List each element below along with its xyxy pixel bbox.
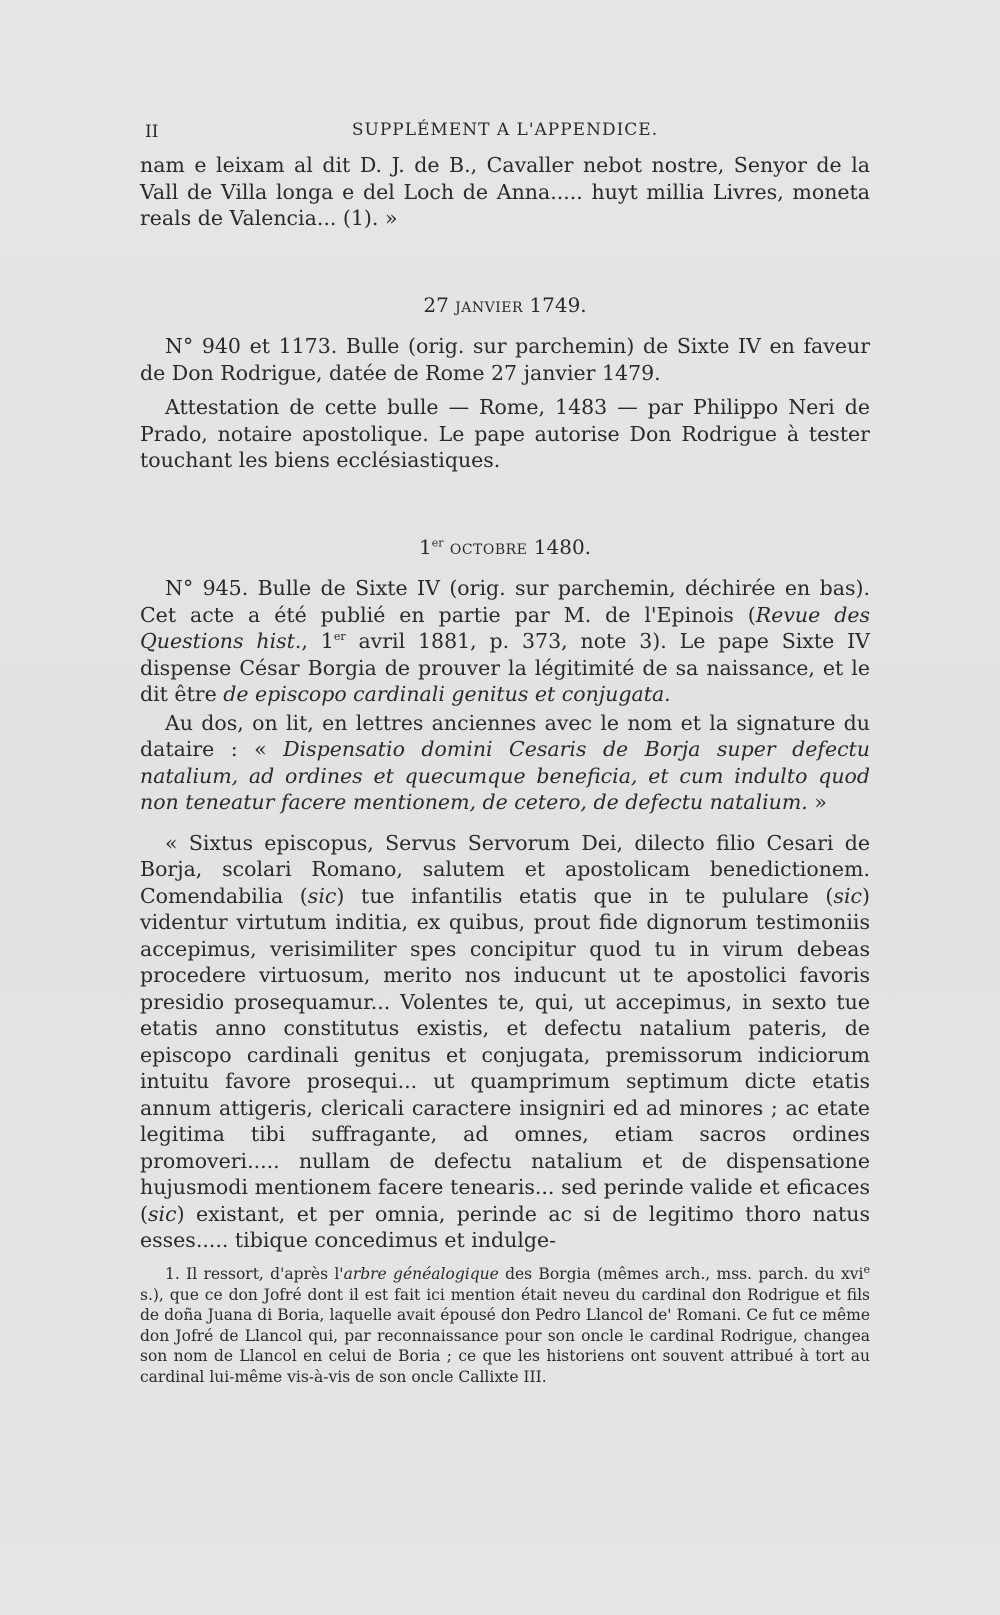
footnote — [140, 1264, 870, 1387]
page-header — [145, 120, 865, 144]
date-heading: 1er OCTOBRE 1480. — [418, 534, 592, 559]
page-number: II — [145, 122, 159, 142]
entry-paragraph: N° 940 et 1173. Bulle (orig. sur parchemin) de Sixte IV en faveur de Don Rodrigue, datée de Rome 27 janvier 1479. — [140, 334, 870, 385]
running-title: SUPPLÉMENT A L'APPENDICE. — [351, 120, 659, 140]
main-text — [140, 152, 870, 1254]
footnote-text: 1. Il ressort, d'après l'arbre généalogique des Borgia (mêmes arch., mss. parch. du xvi$^e$ s.), que ce don Jofré dont il est fait ici mention était neveu du cardinal don Rodrigue et fils de doña Juana di Boria, laquelle avait épousé don Pedro Llancol de' Romani. Ce fut ce même don Jofré de Llancol qui, par reconnaissance pour son oncle le cardinal Rodrigue, changea son nom de Llancol en celui de Boria ; ce que les historiens ont souvent attribué à tort au cardinal lui-même vis-à-vis de son oncle Callixte III. — [140, 1262, 870, 1386]
opening-paragraph: nam e leixam al dit D. J. de B., Cavaller nebot nostre, Senyor de la Vall de Villa longa e del Loch de Anna..... huyt millia Livres, moneta reals de Valencia... (1). » — [140, 153, 870, 230]
entry-paragraph: N° 945. Bulle de Sixte IV (orig. sur parchemin, déchirée en bas). Cet acte a été publié en partie par M. de l'Epinois (Revue des Questions hist., 1er avril 1881, p. 373, note 3). Le pape Sixte IV dispense César Borgia de prouver la légitimité de sa naissance, et le dit être de episcopo cardinali genitus et conjugata. — [140, 576, 870, 706]
date-heading: 27 JANVIER 1749. — [423, 292, 587, 317]
verso-paragraph: Au dos, on lit, en lettres anciennes avec le nom et la signature du dataire : « Dispensatio domini Cesaris de Borja super defectu natalium, ad ordines et quecumque beneficia, et cum indulto quod non teneatur facere mentionem, de cetero, de defectu natalium. » — [140, 710, 870, 814]
bull-text-paragraph: « Sixtus episcopus, Servus Servorum Dei, dilecto filio Cesari de Borja, scolari Romano, salutem et apostolicam benedictionem. Comendabilia (sic) tue infantilis etatis que in te pululare (sic) videntur virtutum inditia, ex quibus, prout fide dignorum testimoniis accepimus, verisimiliter spes concipitur quod tu in virum debeas procedere virtuosum, merito nos inducunt ut te apostolici favoris presidio prosequamur... Volentes te, qui, ut accepimus, in sexto tue etatis anno constitutus existis, et defectu natalium pateris, de episcopo cardinali genitus et conjugata, premissorum indiciorum intuitu favore prosequi... ut quamprimum septimum dicte etatis annum attigeris, clericali caractere insigniri ed ad minores ; ac etate legitima tibi suffragante, ad omnes, etiam sacros ordines promoveri..... nullam de defectu natalium et de dispensatione hujusmodi mentionem facere tenearis... sed perinde valide et eficaces (sic) existant, et per omnia, perinde ac si de legitimo thoro natus esses..... tibique concedimus et indulge- — [140, 830, 870, 1252]
attestation-paragraph: Attestation de cette bulle — Rome, 1483 — par Philippo Neri de Prado, notaire apostolique. Le pape autorise Don Rodrigue à tester touchant les biens ecclésiastiques. — [140, 395, 870, 472]
